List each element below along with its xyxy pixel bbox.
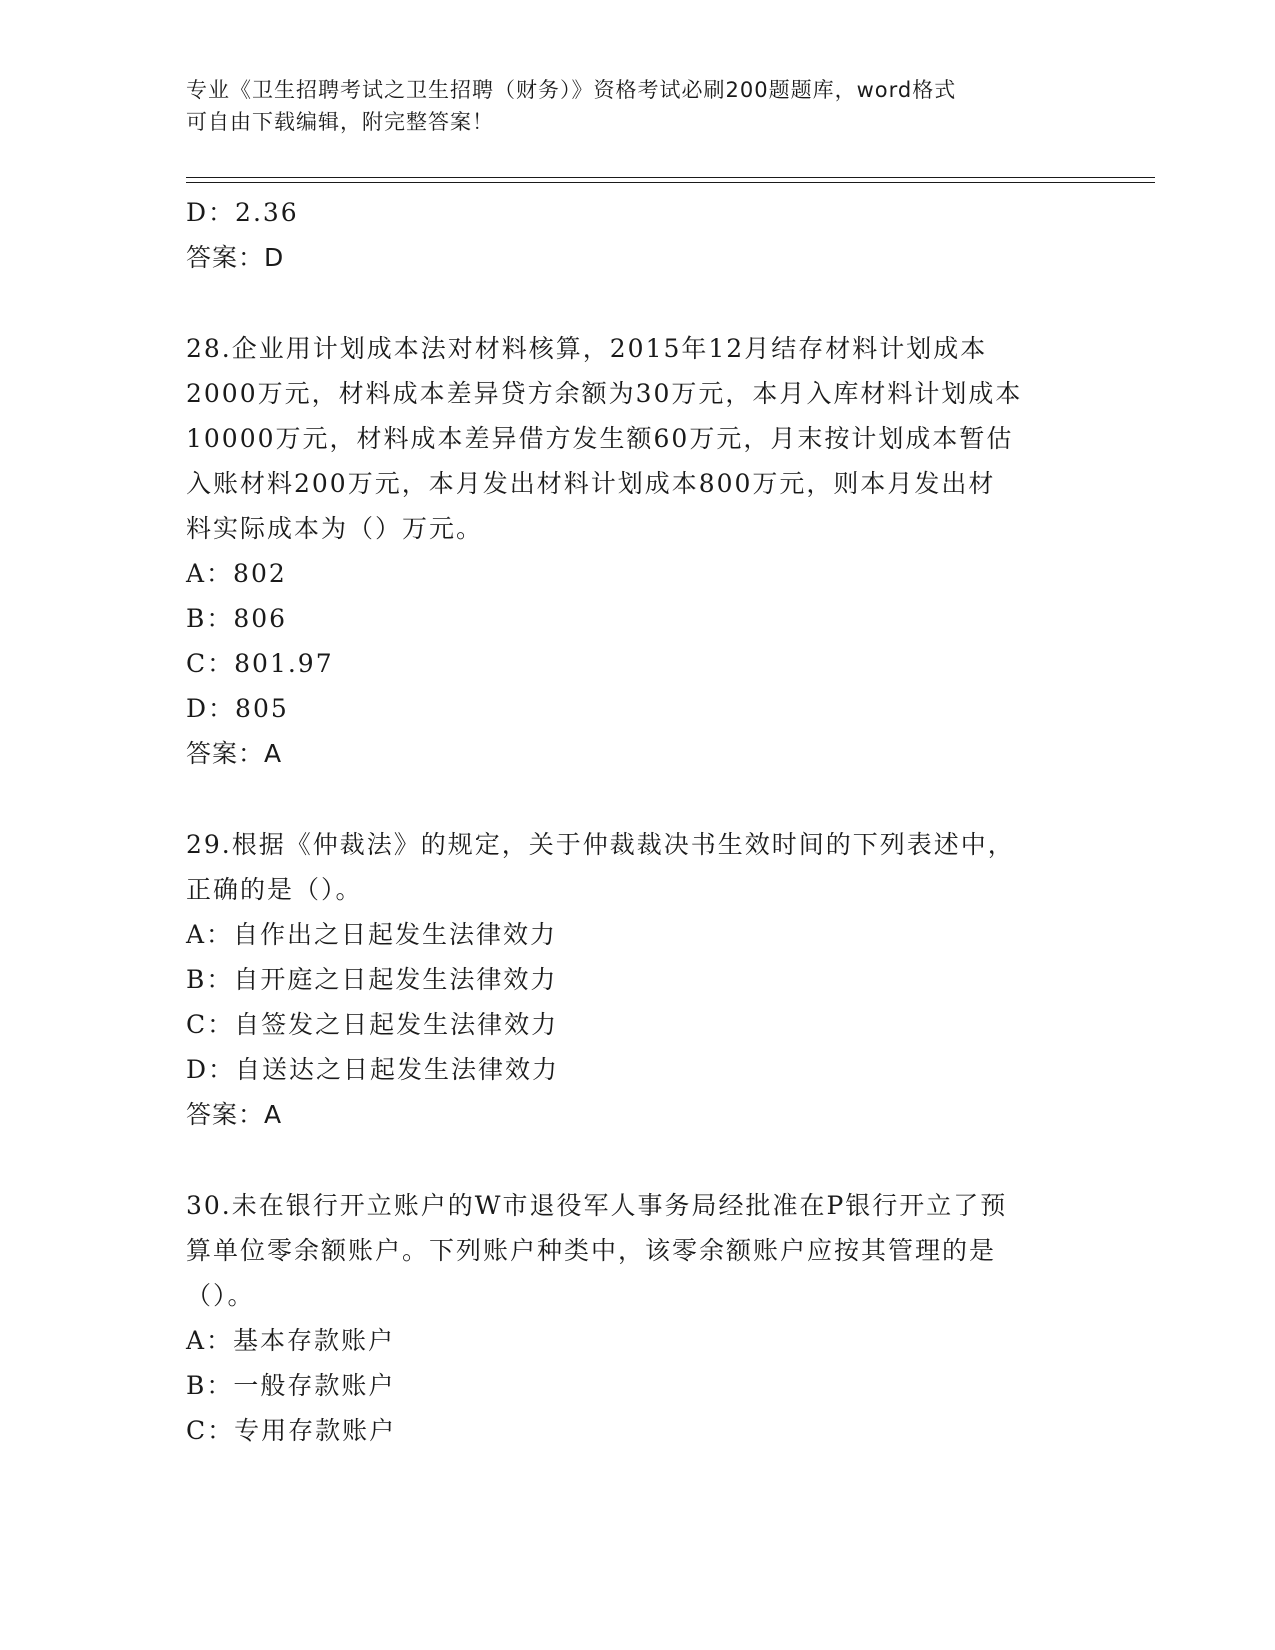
answer: 答案：A — [186, 739, 283, 768]
answer: 答案：A — [186, 1100, 283, 1129]
question-27-tail — [186, 190, 1086, 280]
option-b: B：一般存款账户 — [186, 1371, 396, 1400]
question-30 — [186, 1183, 1086, 1453]
question-text-line: 入账材料200万元，本月发出材料计划成本800万元，则本月发出材 — [186, 469, 996, 498]
question-29 — [186, 822, 1086, 1137]
option-b: B：806 — [186, 604, 288, 633]
question-content — [186, 190, 1086, 1453]
option-b: B：自开庭之日起发生法律效力 — [186, 965, 558, 994]
option-c: C：专用存款账户 — [186, 1416, 397, 1445]
option-a: A：自作出之日起发生法律效力 — [186, 920, 558, 949]
header-divider-bottom — [186, 182, 1155, 183]
question-28 — [186, 326, 1086, 776]
page-header — [186, 74, 1086, 138]
question-text-line: 正确的是（）。 — [186, 875, 363, 904]
header-line-2: 可自由下载编辑，附完整答案！ — [186, 110, 494, 134]
question-text-line: 30.未在银行开立账户的W市退役军人事务局经批准在P银行开立了预 — [186, 1191, 1008, 1220]
option-a: A：802 — [186, 559, 287, 588]
answer: 答案：D — [186, 243, 285, 272]
question-text-line: 10000万元，材料成本差异借方发生额60万元，月末按计划成本暂估 — [186, 424, 1014, 453]
option-c: C：自签发之日起发生法律效力 — [186, 1010, 559, 1039]
option-d: D：自送达之日起发生法律效力 — [186, 1055, 560, 1084]
option-c: C：801.97 — [186, 649, 334, 678]
option-d: D：2.36 — [186, 198, 299, 227]
question-text-line: 29.根据《仲裁法》的规定，关于仲裁裁决书生效时间的下列表述中， — [186, 830, 1015, 859]
question-text-line: 2000万元，材料成本差异贷方余额为30万元，本月入库材料计划成本 — [186, 379, 1023, 408]
header-line-1: 专业《卫生招聘考试之卫生招聘（财务）》资格考试必刷200题题库，word格式 — [186, 78, 957, 102]
question-text-line: 料实际成本为（）万元。 — [186, 514, 484, 543]
header-divider-top — [186, 177, 1155, 178]
option-d: D：805 — [186, 694, 289, 723]
question-text-line: 算单位零余额账户。下列账户种类中，该零余额账户应按其管理的是 — [186, 1236, 997, 1265]
question-text-line: 28.企业用计划成本法对材料核算，2015年12月结存材料计划成本 — [186, 334, 988, 363]
question-text-line: （）。 — [186, 1281, 255, 1310]
option-a: A：基本存款账户 — [186, 1326, 396, 1355]
